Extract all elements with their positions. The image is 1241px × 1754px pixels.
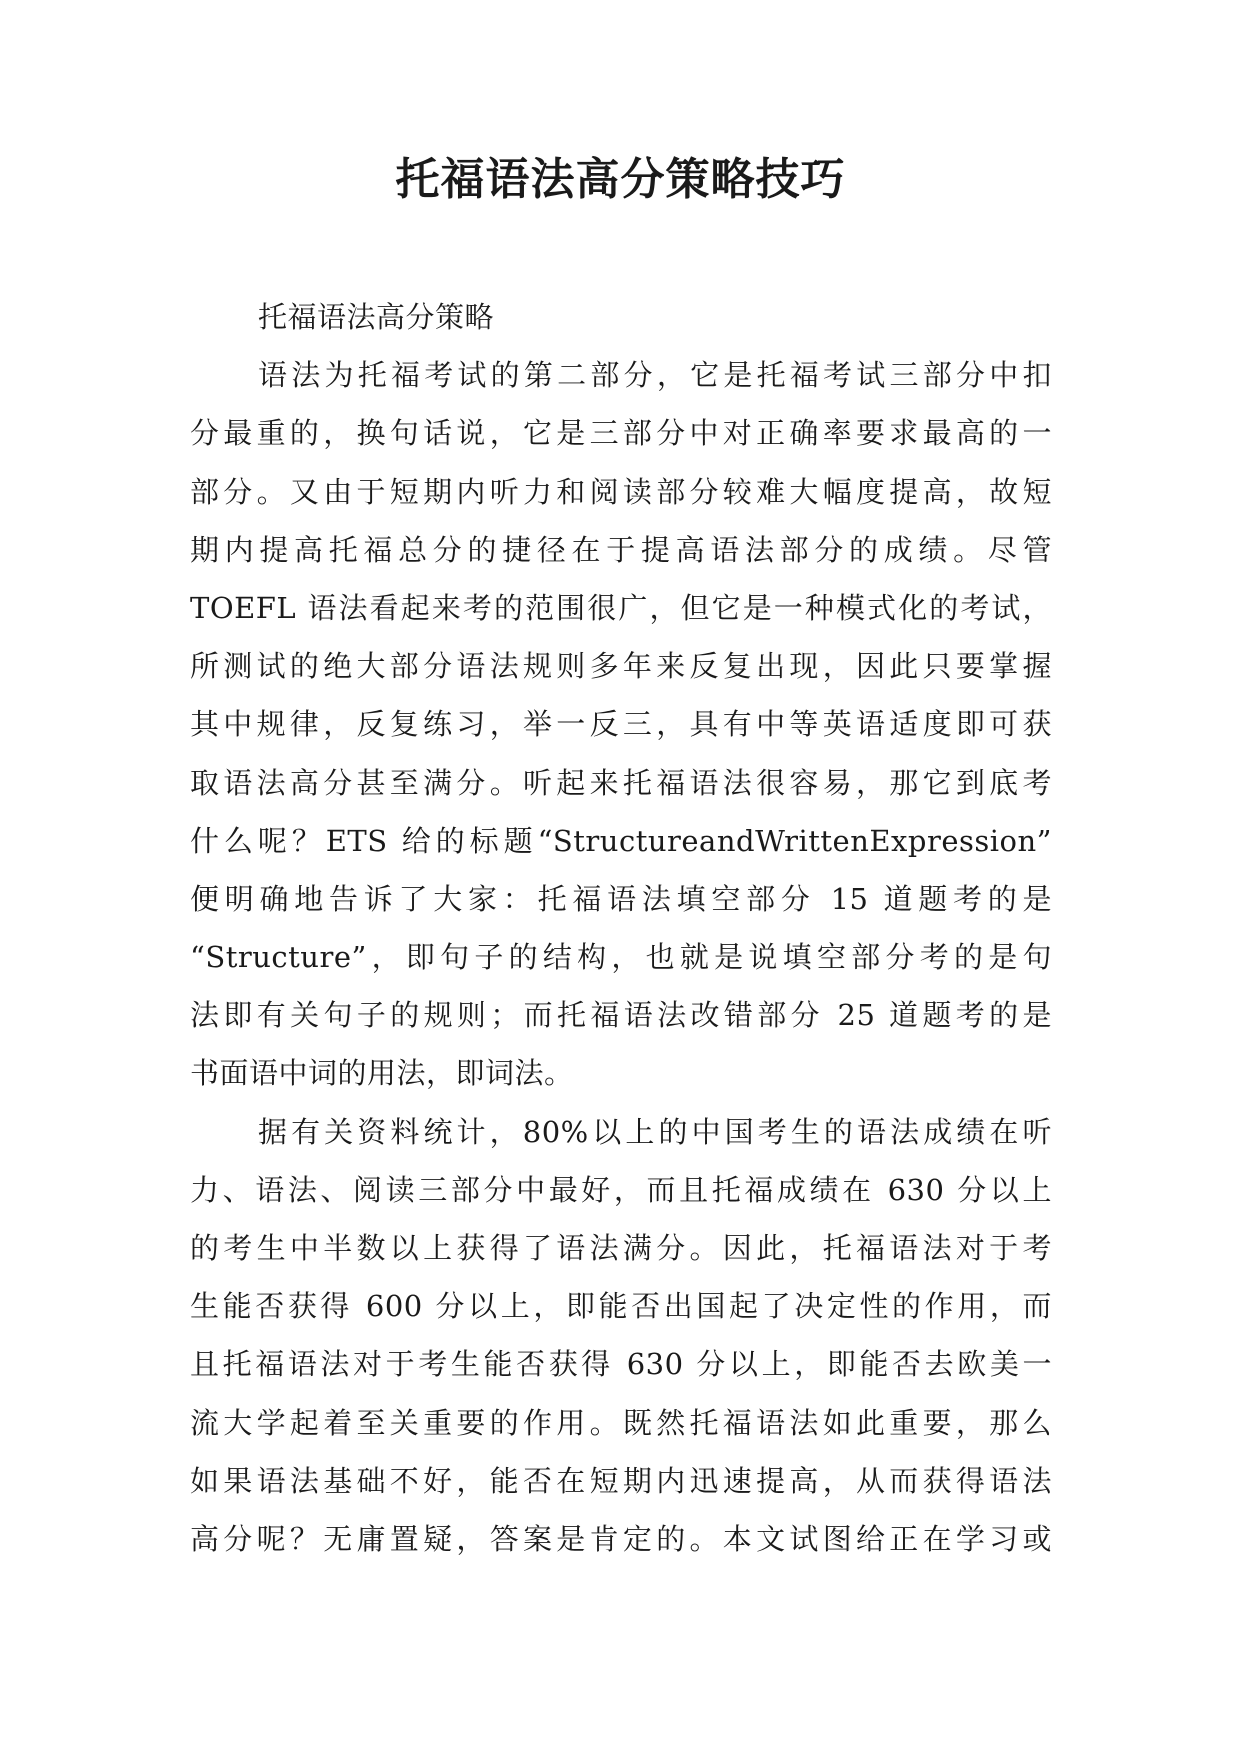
text-line: 高分呢？无庸置疑，答案是肯定的。本文试图给正在学习或 (190, 1521, 1052, 1556)
text-line: 书面语中词的用法，即词法。 (190, 1056, 574, 1091)
document-title: 托福语法高分策略技巧 (395, 154, 846, 205)
text-line: 什么呢？ETS 给的标题“StructureandWrittenExpression” (190, 823, 1052, 858)
text-line: “Structure”，即句子的结构，也就是说填空部分考的是句 (190, 940, 1052, 975)
document-body (190, 288, 1052, 1568)
text-line: TOEFL 语法看起来考的范围很广，但它是一种模式化的考试， (190, 590, 1052, 625)
text-line: 语法为托福考试的第二部分，它是托福考试三部分中扣 (258, 358, 1052, 393)
text-line: 据有关资料统计，80%以上的中国考生的语法成绩在听 (258, 1114, 1052, 1149)
text-line: 分最重的，换句话说，它是三部分中对正确率要求最高的一 (190, 416, 1052, 451)
text-line: 如果语法基础不好，能否在短期内迅速提高，从而获得语法 (190, 1463, 1052, 1498)
text-line: 所测试的绝大部分语法规则多年来反复出现，因此只要掌握 (190, 649, 1052, 684)
text-line: 取语法高分甚至满分。听起来托福语法很容易，那它到底考 (190, 765, 1052, 800)
text-line: 生能否获得 600 分以上，即能否出国起了决定性的作用，而 (190, 1289, 1052, 1324)
text-line: 其中规律，反复练习，举一反三，具有中等英语适度即可获 (190, 707, 1052, 742)
text-line-subtitle: 托福语法高分策略 (258, 300, 495, 334)
text-line: 的考生中半数以上获得了语法满分。因此，托福语法对于考 (190, 1231, 1052, 1265)
text-line: 且托福语法对于考生能否获得 630 分以上，即能否去欧美一 (190, 1347, 1052, 1382)
text-line: 力、语法、阅读三部分中最好，而且托福成绩在 630 分以上 (190, 1172, 1052, 1207)
text-line: 部分。又由于短期内听力和阅读部分较难大幅度提高，故短 (190, 474, 1052, 509)
text-line: 法即有关句子的规则；而托福语法改错部分 25 道题考的是 (190, 998, 1052, 1033)
text-line: 便明确地告诉了大家：托福语法填空部分 15 道题考的是 (190, 881, 1052, 916)
text-line: 期内提高托福总分的捷径在于提高语法部分的成绩。尽管 (190, 532, 1052, 567)
text-line: 流大学起着至关重要的作用。既然托福语法如此重要，那么 (190, 1405, 1052, 1440)
